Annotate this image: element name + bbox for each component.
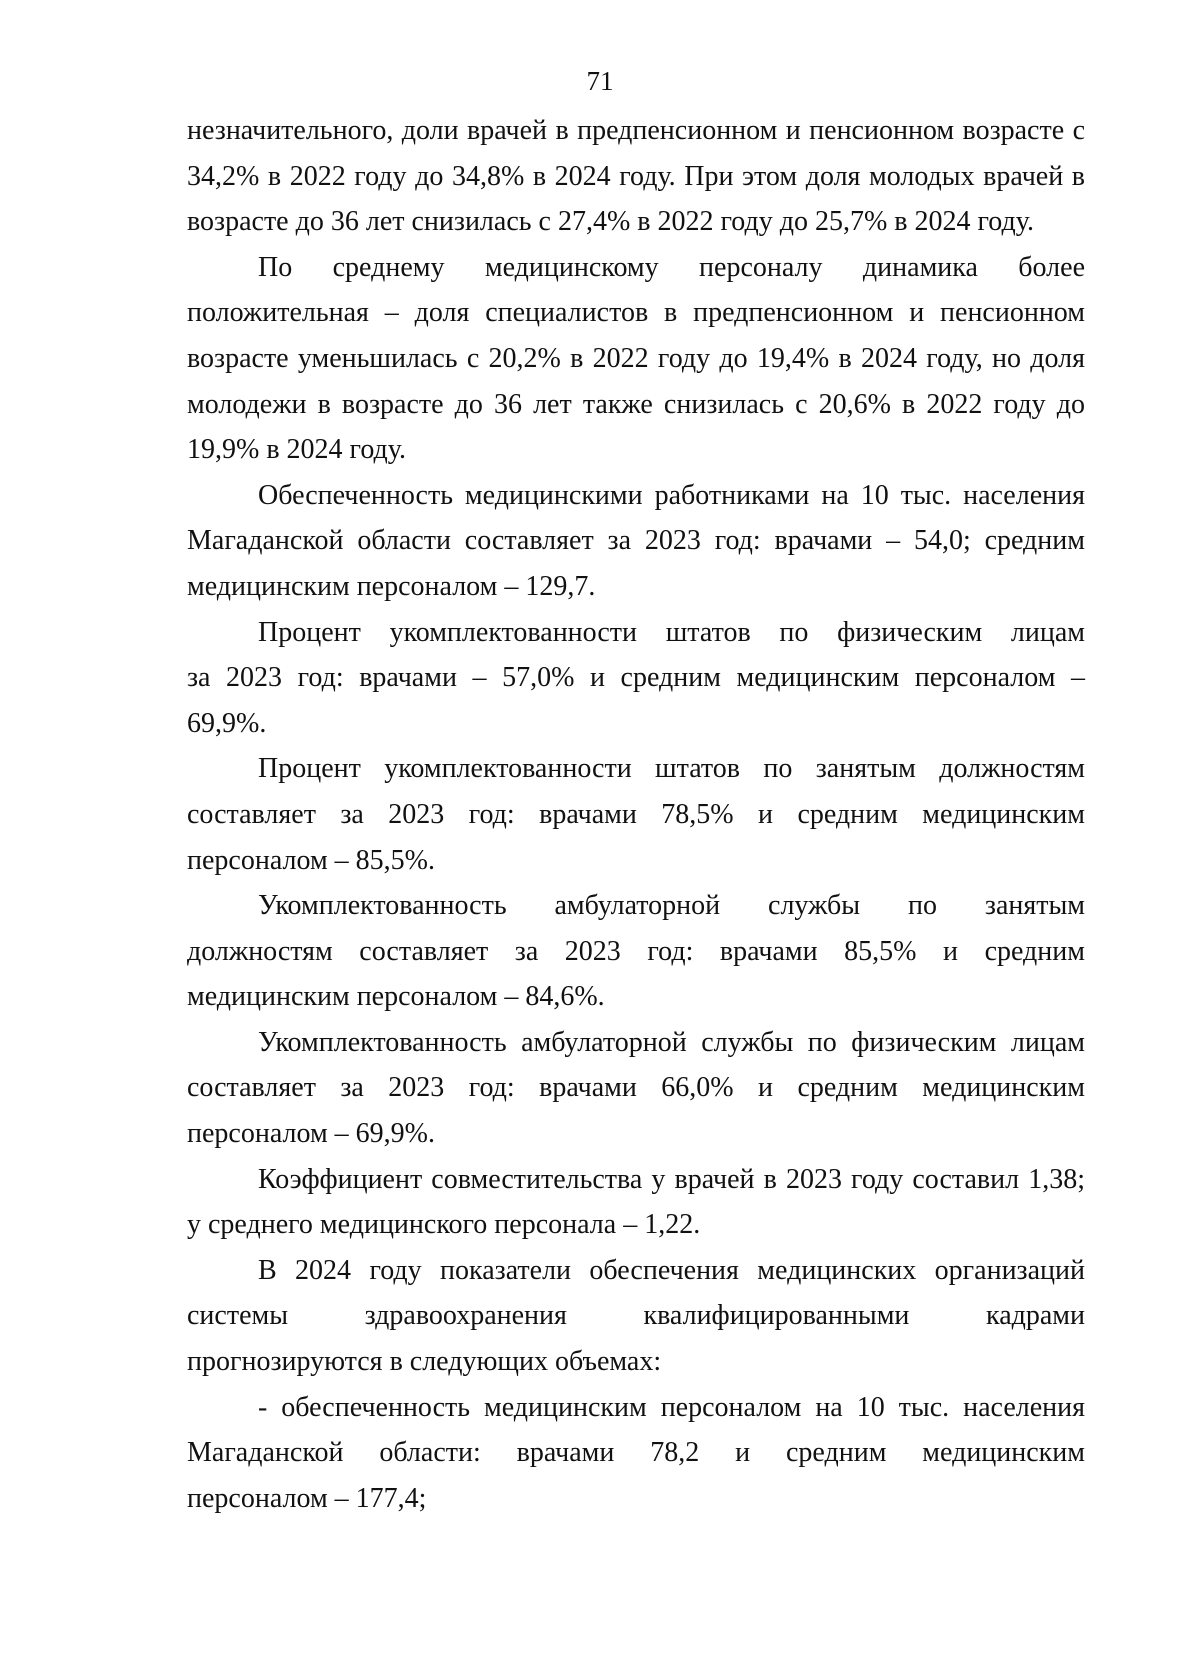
text-line: персоналом – 85,5%. [187, 844, 435, 876]
paragraph-3 [187, 473, 1085, 610]
paragraph-9 [187, 1248, 1085, 1385]
text-line: Магаданской области составляет за 2023 год: врачами – 54,0; средним [187, 525, 1085, 557]
document-body [187, 108, 1085, 1521]
text-line: По среднему медицинскому персоналу динамика более [258, 251, 1085, 283]
text-line: у среднего медицинского персонала – 1,22. [187, 1209, 701, 1241]
text-line: 69,9%. [187, 707, 267, 739]
text-line: положительная – доля специалистов в предпенсионном и пенсионном [187, 297, 1085, 329]
paragraph-1 [187, 108, 1085, 245]
text-line: возрасте до 36 лет снизилась с 27,4% в 2022 году до 25,7% в 2024 году. [187, 206, 1034, 238]
paragraph-4 [187, 610, 1085, 747]
text-line: составляет за 2023 год: врачами 66,0% и средним медицинским [187, 1072, 1085, 1104]
text-line: 19,9% в 2024 году. [187, 434, 406, 466]
text-line: Укомплектованность амбулаторной службы по занятым [258, 890, 1085, 922]
text-line: возрасте уменьшилась с 20,2% в 2022 году до 19,4% в 2024 году, но доля [187, 342, 1085, 374]
text-line: медицинским персоналом – 84,6%. [187, 981, 605, 1013]
text-line: Процент укомплектованности штатов по физическим лицам [258, 616, 1085, 648]
paragraph-6 [187, 883, 1085, 1020]
text-line: - обеспеченность медицинским персоналом на 10 тыс. населения [258, 1391, 1085, 1423]
text-line: прогнозируются в следующих объемах: [187, 1346, 662, 1378]
text-line: 34,2% в 2022 году до 34,8% в 2024 году. При этом доля молодых врачей в [187, 160, 1085, 192]
text-line: Укомплектованность амбулаторной службы по физическим лицам [258, 1026, 1085, 1058]
text-line: Магаданской области: врачами 78,2 и средним медицинским [187, 1437, 1085, 1469]
text-line: персоналом – 69,9%. [187, 1118, 435, 1150]
paragraph-10 [187, 1385, 1085, 1522]
text-line: Обеспеченность медицинскими работниками на 10 тыс. населения [258, 479, 1085, 511]
text-line: персоналом – 177,4; [187, 1482, 427, 1514]
text-line: молодежи в возрасте до 36 лет также снизилась с 20,6% в 2022 году до [187, 388, 1085, 420]
text-line: медицинским персоналом – 129,7. [187, 570, 596, 602]
page-number: 71 [586, 66, 614, 96]
paragraph-7 [187, 1020, 1085, 1157]
text-line: системы здравоохранения квалифицированными кадрами [187, 1300, 1085, 1332]
paragraph-5 [187, 746, 1085, 883]
text-line: за 2023 год: врачами – 57,0% и средним медицинским персоналом – [187, 662, 1085, 694]
text-line: Процент укомплектованности штатов по занятым должностям [258, 753, 1085, 785]
text-line: незначительного, доли врачей в предпенсионном и пенсионном возрасте с [187, 115, 1085, 146]
text-line: В 2024 году показатели обеспечения медицинских организаций [258, 1254, 1085, 1286]
text-line: составляет за 2023 год: врачами 78,5% и средним медицинским [187, 798, 1085, 830]
text-line: должностям составляет за 2023 год: врачами 85,5% и средним [187, 935, 1085, 967]
paragraph-2 [187, 245, 1085, 473]
text-line: Коэффициент совместительства у врачей в 2023 году составил 1,38; [258, 1163, 1085, 1195]
paragraph-8 [187, 1157, 1085, 1248]
